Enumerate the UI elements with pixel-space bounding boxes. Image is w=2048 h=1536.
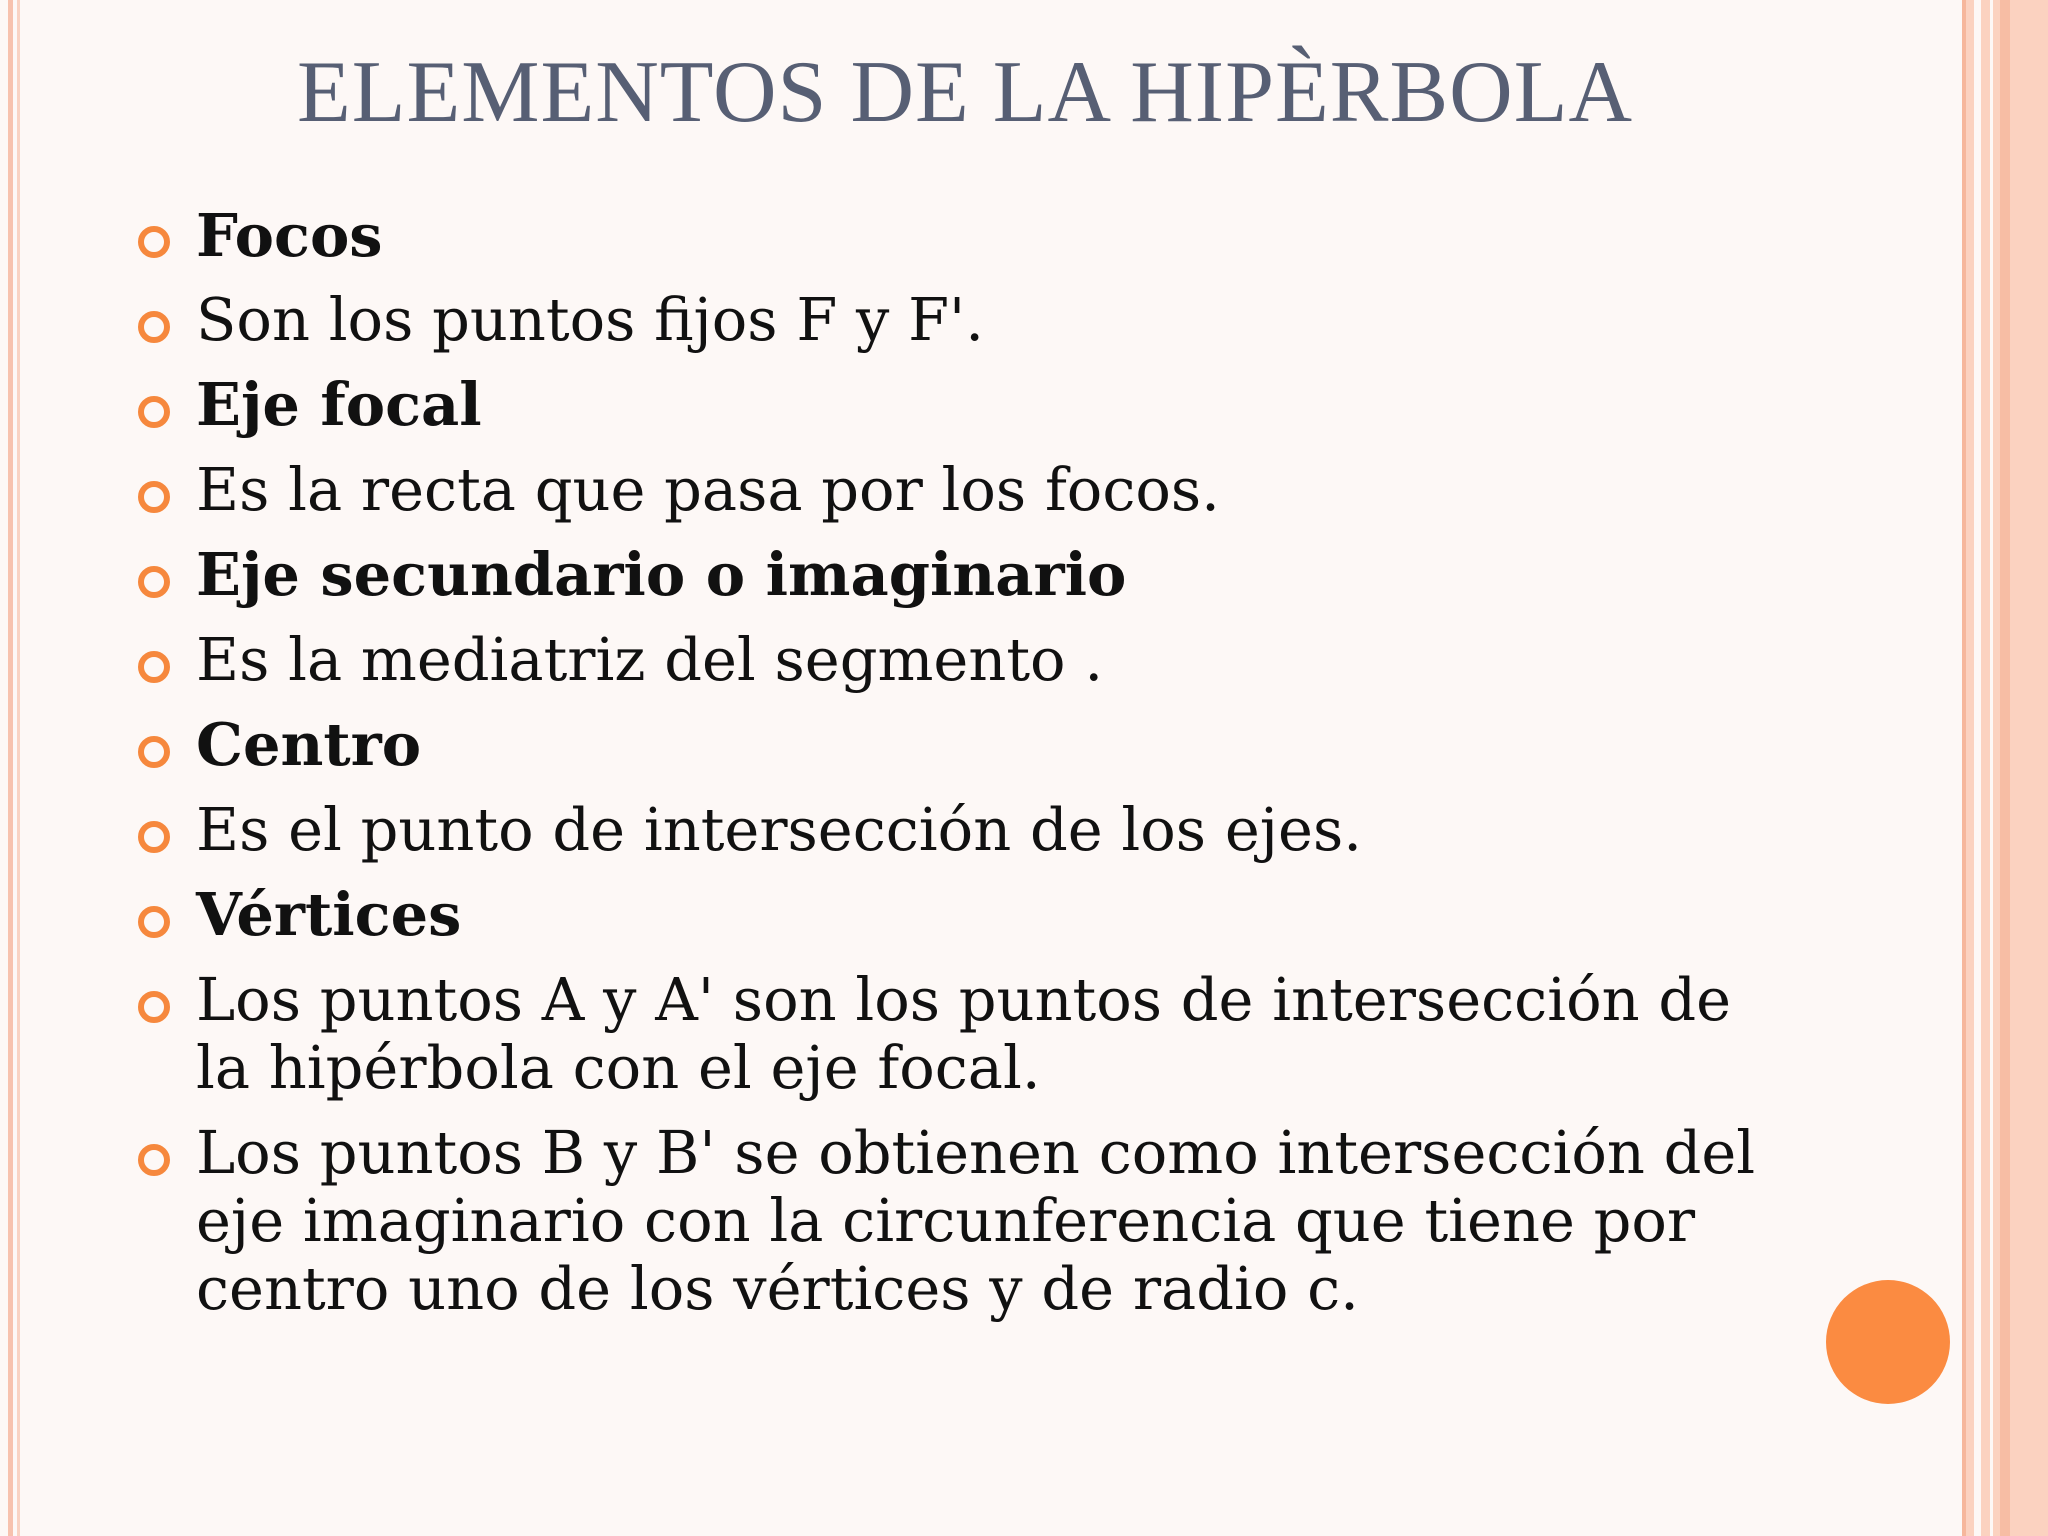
bullet-circle-icon xyxy=(138,821,170,853)
list-item: Los puntos B y B' se obtienen como intersección del eje imaginario con la circunferencia que tiene por centro uno de los vértices y de radio c. xyxy=(196,1118,1756,1323)
left-border-stripe xyxy=(8,0,13,1536)
list-item: Es la recta que pasa por los focos. xyxy=(196,455,1220,524)
bullet-circle-icon xyxy=(138,991,170,1023)
bullet-circle-icon xyxy=(138,736,170,768)
decorative-orange-circle xyxy=(1826,1280,1950,1404)
right-border-line-outer xyxy=(2000,0,2010,1536)
left-border-stripe-inner xyxy=(17,0,20,1536)
bullet-circle-icon xyxy=(138,906,170,938)
bullet-circle-icon xyxy=(138,481,170,513)
right-border-line xyxy=(1962,0,1966,1536)
list-item: Vértices xyxy=(196,880,462,949)
list-item: Eje secundario o imaginario xyxy=(196,540,1127,609)
bullet-circle-icon xyxy=(138,1144,170,1176)
bullet-circle-icon xyxy=(138,566,170,598)
bullet-circle-icon xyxy=(138,396,170,428)
list-item: Focos xyxy=(196,201,383,270)
bullet-circle-icon xyxy=(138,651,170,683)
list-item: Eje focal xyxy=(196,370,482,439)
bullet-circle-icon xyxy=(138,226,170,258)
slide-title: ELEMENTOS DE LA HIPÈRBOLA xyxy=(296,44,1634,141)
list-item: Los puntos A y A' son los puntos de intersección de la hipérbola con el eje focal. xyxy=(196,965,1732,1102)
right-border-gap xyxy=(1974,0,1981,1536)
list-item: Centro xyxy=(196,710,422,779)
bullet-circle-icon xyxy=(138,311,170,343)
list-item: Es la mediatriz del segmento . xyxy=(196,625,1104,694)
list-item: Son los puntos fijos F y F'. xyxy=(196,285,985,354)
list-item: Es el punto de intersección de los ejes. xyxy=(196,795,1362,864)
right-border-gap-thin xyxy=(1990,0,1993,1536)
